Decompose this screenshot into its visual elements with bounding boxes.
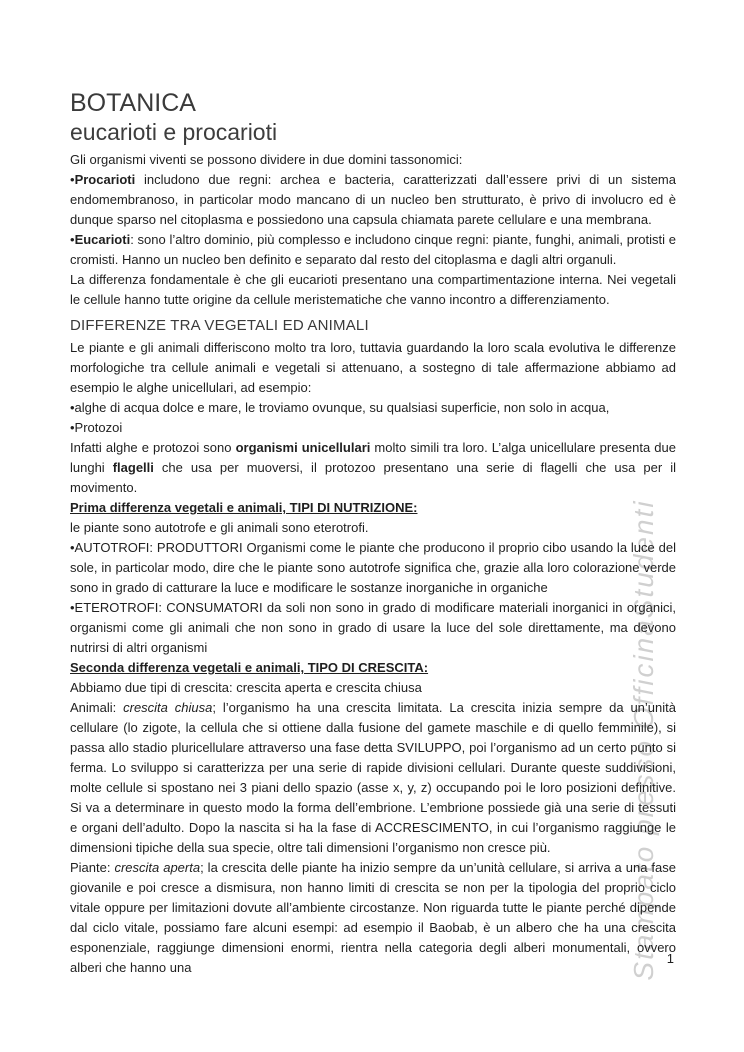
document-subtitle: eucarioti e procarioti — [70, 119, 278, 145]
bullet-autotrofi: •AUTOTROFI: PRODUTTORI Organismi come le piante che producono il proprio cibo usando la luce del sole, in particolar modo, dire che le piante sono autotrofe significa che, grazie alla loro colorazione verde sono in grado di catturare la luce e modificare le sostanze inorganiche in organiche — [70, 540, 676, 595]
paragraph-eucarioti-text: : sono l’altro dominio, più complesso e includono cinque regni: piante, funghi, animali, protisti e cromisti. Hanno un nucleo ben definito e separato dal resto del citoplasma e dagli altri organuli. — [70, 232, 676, 267]
bullet-alghe: •alghe di acqua dolce e mare, le troviamo ovunque, su qualsiasi superficie, non solo in acqua, — [70, 400, 610, 415]
paragraph-intro: Gli organismi viventi se possono dividere in due domini tassonomici: — [70, 152, 463, 167]
paragraph-animali — [70, 698, 676, 858]
term-procarioti: Procarioti — [74, 172, 136, 187]
paragraph-infatti-run: molto simili tra loro. L’alga unicellulare presenta due lunghi — [70, 440, 676, 475]
paragraph-infatti-run: Infatti alghe e protozoi sono — [70, 440, 236, 455]
paragraph-scala-evolutiva: Le piante e gli animali differiscono molto tra loro, tuttavia guardando la loro scala evolutiva le differenze morfologiche tra cellule animali e vegetali si attenuano, a sostegno di tale affermazione abbiamo ad esempio le alghe unicellulari, ad esempio: — [70, 340, 676, 395]
watermark-text: Stampato presso OfficinaStudenti — [628, 499, 659, 981]
paragraph-infatti-run: che usa per muoversi, il protozoo presentano una serie di flagelli che usa per il movimento. — [70, 460, 676, 495]
term-flagelli: flagelli — [112, 460, 154, 475]
subheading-tipo-di-crescita: Seconda differenza vegetali e animali, TIPO DI CRESCITA: — [70, 660, 429, 675]
paragraph-procarioti — [70, 170, 676, 230]
term-eucarioti: Eucarioti — [74, 232, 131, 247]
paragraph-crescita-intro: Abbiamo due tipi di crescita: crescita aperta e crescita chiusa — [70, 680, 422, 695]
paragraph-piante — [70, 858, 676, 978]
term-piante: Piante: — [70, 860, 115, 875]
bullet-marker: • — [70, 172, 75, 187]
paragraph-eucarioti — [70, 230, 676, 270]
term-crescita-aperta: crescita aperta — [114, 860, 201, 875]
term-organismi-unicellulari: organismi unicellulari — [235, 440, 371, 455]
term-crescita-chiusa: crescita chiusa — [123, 700, 213, 715]
subheading-tipi-di-nutrizione: Prima differenza vegetali e animali, TIPI DI NUTRIZIONE: — [70, 500, 418, 515]
bullet-marker: • — [70, 232, 75, 247]
section-heading-differenze: DIFFERENZE TRA VEGETALI ED ANIMALI — [70, 317, 369, 334]
document-title: BOTANICA — [70, 89, 196, 117]
term-animali: Animali: — [70, 700, 124, 715]
paragraph-infatti — [70, 438, 676, 498]
paragraph-piante-text: ; la crescita delle piante ha inizio sempre da un’unità cellulare, si arriva a una fase giovanile e poi cresce a dismisura, non hanno limiti di crescita se non per la tipologia del proprio ciclo vitale oppure per limitazioni dovute all’ambiente circostanze. Non riguarda tutte le piante perché dipende dal ciclo vitale, possiamo fare alcuni esempi: ad esempio il Baobab, è un albero che ha una crescita esponenziale, raggiunge dimensioni enormi, rientra nella categoria degli alberi monumentali, ovvero alberi che hanno una — [70, 860, 676, 975]
paragraph-differenza-fondamentale: La differenza fondamentale è che gli eucarioti presentano una compartimentazione interna. Nei vegetali le cellule hanno tutte origine da cellule meristematiche che vanno incontro a differenziamento. — [70, 272, 676, 307]
bullet-eterotrofi: •ETEROTROFI: CONSUMATORI da soli non sono in grado di modificare materiali inorganici in organici, organismi come gli animali che non sono in grado di usare la luce del sole direttamente, ma devono nutrirsi di altri organismi — [70, 600, 676, 655]
paragraph-procarioti-text: includono due regni: archea e bacteria, caratterizzati dall’essere privi di un sistema endomembranoso, in particolar modo mancano di un nucleo ben strutturato, è privo di involucro ed è dunque sparso nel citoplasma e possiedono una capsula chiamata parete cellulare e una membrana. — [70, 172, 676, 227]
paragraph-nutrizione-intro: le piante sono autotrofe e gli animali sono eterotrofi. — [70, 520, 369, 535]
page-number: 1 — [666, 951, 674, 966]
bullet-protozoi: •Protozoi — [70, 420, 123, 435]
paragraph-animali-text: ; l’organismo ha una crescita limitata. La crescita inizia sempre da un’unità cellulare (lo zigote, la cellula che si ottiene dalla fusione del gamete maschile e di quello femminile), si passa allo stadio pluricellulare attraverso una fase detta SVILUPPO, poi l’organismo ad un certo punto si ferma. Lo sviluppo si caratterizza per una serie di rapide divisioni cellulari. Durante queste suddivisioni, molte cellule si spostano nei 3 piani dello spazio (asse x, y, z) occupando poi le loro posizioni definitive. Si va a determinare in questo modo la forma dell’embrione. L’embrione possiede già una serie di tessuti e organi dell’adulto. Dopo la nascita si ha la fase di ACCRESCIMENTO, in cui l’organismo raggiunge le dimensioni tipiche della sua specie, oltre tali dimensioni l’organismo non cresce più. — [70, 700, 676, 855]
